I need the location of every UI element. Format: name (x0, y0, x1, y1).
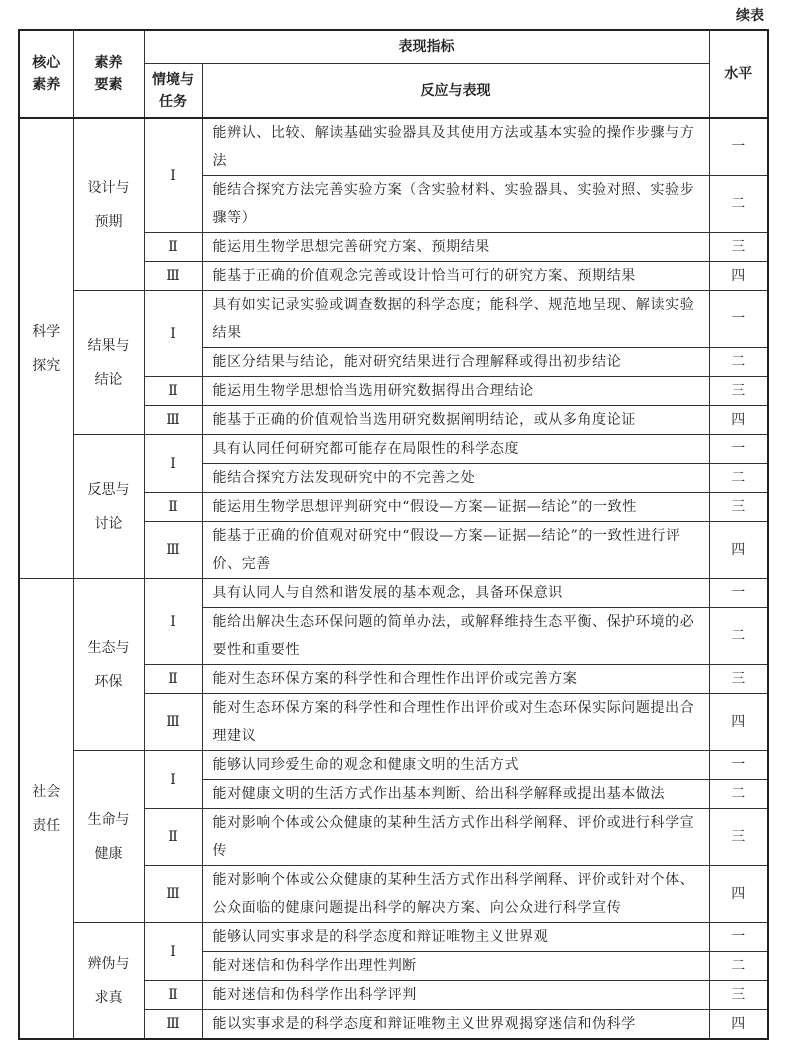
header-task (144, 64, 202, 119)
task-level-cell: Ⅰ (144, 435, 202, 493)
task-level-cell: Ⅱ (144, 665, 202, 694)
level-cell: 一 (709, 923, 768, 952)
header-element (73, 30, 144, 118)
element-label: 生态与环保 (87, 639, 130, 690)
level-cell: 二 (709, 464, 768, 493)
element-cell (73, 579, 144, 751)
task-level-cell: Ⅱ (144, 981, 202, 1010)
level-cell: 二 (709, 608, 768, 665)
performance-text: 具有认同人与自然和谐发展的基本观念，具备环保意识 (202, 579, 709, 608)
task-level-cell: Ⅰ (144, 579, 202, 665)
header-element-label: 素养要素 (94, 55, 123, 93)
performance-text: 能对生态环保方案的科学性和合理性作出评价或完善方案 (202, 665, 709, 694)
level-cell: 三 (709, 665, 768, 694)
table-row (19, 291, 768, 348)
performance-text: 能运用生物学思想恰当选用研究数据得出合理结论 (202, 377, 709, 406)
header-core (19, 30, 73, 118)
table-continued-caption: 续表 (736, 8, 764, 24)
level-cell: 一 (709, 751, 768, 780)
level-cell: 一 (709, 118, 768, 176)
performance-text: 能基于正确的价值观对研究中“假设—方案—证据—结论”的一致性进行评价、完善 (202, 522, 709, 579)
task-level-cell: Ⅲ (144, 522, 202, 579)
element-label: 反思与讨论 (87, 481, 130, 532)
performance-text: 能运用生物学思想评判研究中“假设—方案—证据—结论”的一致性 (202, 493, 709, 522)
level-cell: 四 (709, 1010, 768, 1040)
performance-text: 能对迷信和伪科学作出科学评判 (202, 981, 709, 1010)
core-competency-cell (19, 118, 73, 579)
task-level-cell: Ⅲ (144, 262, 202, 291)
task-level-cell: Ⅰ (144, 923, 202, 981)
task-level-cell: Ⅰ (144, 291, 202, 377)
performance-text: 能对健康文明的生活方式作出基本判断、给出科学解释或提出基本做法 (202, 780, 709, 809)
table-row (19, 118, 768, 176)
performance-text: 能运用生物学思想完善研究方案、预期结果 (202, 233, 709, 262)
header-level: 水平 (709, 30, 768, 118)
table-row (19, 435, 768, 464)
level-cell: 二 (709, 780, 768, 809)
level-cell: 一 (709, 435, 768, 464)
core-competency-label: 社会责任 (32, 783, 61, 834)
element-cell (73, 291, 144, 435)
performance-text: 能够认同珍爱生命的观念和健康文明的生活方式 (202, 751, 709, 780)
performance-text: 能结合探究方法完善实验方案（含实验材料、实验器具、实验对照、实验步骤等） (202, 176, 709, 233)
performance-text: 具有如实记录实验或调查数据的科学态度；能科学、规范地呈现、解读实验结果 (202, 291, 709, 348)
element-label: 辨伪与求真 (87, 955, 130, 1006)
level-cell: 三 (709, 981, 768, 1010)
level-cell: 三 (709, 377, 768, 406)
level-cell: 二 (709, 348, 768, 377)
level-cell: 四 (709, 262, 768, 291)
performance-text: 能对影响个体或公众健康的某种生活方式作出科学阐释、评价或进行科学宣传 (202, 809, 709, 866)
task-level-cell: Ⅱ (144, 493, 202, 522)
header-core-label: 核心素养 (32, 55, 61, 93)
level-cell: 三 (709, 233, 768, 262)
performance-text: 能够认同实事求是的科学态度和辩证唯物主义世界观 (202, 923, 709, 952)
task-level-cell: Ⅲ (144, 694, 202, 751)
table-row (19, 579, 768, 608)
task-level-cell: Ⅲ (144, 406, 202, 435)
performance-text: 能对迷信和伪科学作出理性判断 (202, 952, 709, 981)
performance-text: 能给出解决生态环保问题的简单办法，或解释维持生态平衡、保护环境的必要性和重要性 (202, 608, 709, 665)
header-task-label: 情境与任务 (152, 71, 194, 110)
performance-text: 能结合探究方法发现研究中的不完善之处 (202, 464, 709, 493)
element-cell (73, 751, 144, 923)
level-cell: 二 (709, 952, 768, 981)
header-indicator: 表现指标 (144, 30, 709, 64)
element-label: 生命与健康 (87, 811, 130, 862)
performance-text: 能对生态环保方案的科学性和合理性作出评价或对生态环保实际问题提出合理建议 (202, 694, 709, 751)
task-level-cell: Ⅲ (144, 866, 202, 923)
table-row (19, 923, 768, 952)
performance-text: 能辨认、比较、解读基础实验器具及其使用方法或基本实验的操作步骤与方法 (202, 118, 709, 176)
element-cell (73, 435, 144, 579)
level-cell: 二 (709, 176, 768, 233)
task-level-cell: Ⅲ (144, 1010, 202, 1040)
level-cell: 四 (709, 866, 768, 923)
level-cell: 三 (709, 493, 768, 522)
level-cell: 四 (709, 406, 768, 435)
level-cell: 一 (709, 579, 768, 608)
header-reaction: 反应与表现 (202, 64, 709, 119)
task-level-cell: Ⅱ (144, 377, 202, 406)
task-level-cell: Ⅰ (144, 118, 202, 233)
core-competency-cell (19, 579, 73, 1040)
performance-text: 能基于正确的价值观念完善或设计恰当可行的研究方案、预期结果 (202, 262, 709, 291)
table-body (19, 118, 768, 1039)
element-label: 设计与预期 (87, 179, 130, 230)
performance-text: 能区分结果与结论，能对研究结果进行合理解释或得出初步结论 (202, 348, 709, 377)
level-cell: 四 (709, 694, 768, 751)
performance-text: 具有认同任何研究都可能存在局限性的科学态度 (202, 435, 709, 464)
task-level-cell: Ⅰ (144, 751, 202, 809)
performance-text: 能以实事求是的科学态度和辩证唯物主义世界观揭穿迷信和伪科学 (202, 1010, 709, 1040)
element-cell (73, 923, 144, 1040)
core-competency-label: 科学探究 (32, 323, 61, 374)
task-level-cell: Ⅱ (144, 809, 202, 866)
element-label: 结果与结论 (87, 337, 130, 388)
level-cell: 一 (709, 291, 768, 348)
competency-table (18, 29, 769, 1040)
table-row (19, 751, 768, 780)
element-cell (73, 118, 144, 291)
performance-text: 能基于正确的价值观恰当选用研究数据阐明结论，或从多角度论证 (202, 406, 709, 435)
level-cell: 三 (709, 809, 768, 866)
level-cell: 四 (709, 522, 768, 579)
task-level-cell: Ⅱ (144, 233, 202, 262)
performance-text: 能对影响个体或公众健康的某种生活方式作出科学阐释、评价或针对个体、公众面临的健康问题提出科学的解决方案、向公众进行科学宣传 (202, 866, 709, 923)
